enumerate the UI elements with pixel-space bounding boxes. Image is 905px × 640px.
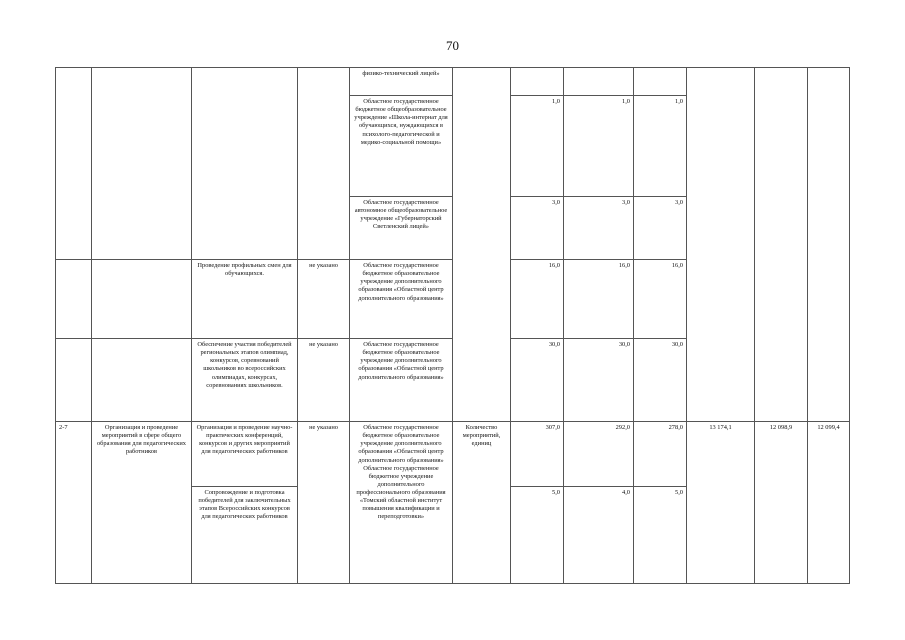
value-cell: 16,0	[634, 260, 687, 339]
value-cell: 30,0	[511, 339, 564, 422]
measure-cell	[92, 339, 192, 422]
institution-cell: физико-технический лицей»	[350, 68, 453, 96]
value-cell: 278,0	[634, 422, 687, 487]
deadline-cell: не указано	[298, 422, 350, 584]
value-cell: 16,0	[511, 260, 564, 339]
program-table	[55, 67, 850, 584]
institution-cell: Областное государственное автономное общеобразовательное учреждение «Губернаторский Светленский лицей»	[350, 197, 453, 260]
value-cell: 3,0	[564, 197, 634, 260]
table-row	[56, 422, 850, 487]
code-cell	[56, 260, 92, 339]
institution-cell: Областное государственное бюджетное образовательное учреждение дополнительного образования «Областной центр дополнительного образования»	[350, 339, 453, 422]
finance-cell: 12 099,4	[808, 422, 850, 584]
value-cell	[634, 68, 687, 96]
deadline-cell: не указано	[298, 260, 350, 339]
activity-cell: Организация и проведение научно-практических конференций, конкурсов и других мероприятий для педагогических работников	[192, 422, 298, 487]
code-cell	[56, 68, 92, 260]
deadline-cell: не указано	[298, 339, 350, 422]
deadline-cell	[298, 68, 350, 260]
value-cell: 1,0	[564, 96, 634, 197]
indicator-cell	[453, 68, 511, 422]
finance-cell	[808, 68, 850, 422]
institution-cell: Областное государственное бюджетное образовательное учреждение дополнительного образования «Областной центр дополнительного образования»	[350, 260, 453, 339]
value-cell: 5,0	[634, 487, 687, 584]
code-cell	[56, 339, 92, 422]
value-cell: 3,0	[511, 197, 564, 260]
value-cell: 1,0	[634, 96, 687, 197]
measure-cell	[92, 68, 192, 260]
value-cell	[511, 68, 564, 96]
value-cell: 30,0	[634, 339, 687, 422]
value-cell	[564, 68, 634, 96]
value-cell: 1,0	[511, 96, 564, 197]
page-number: 70	[446, 38, 459, 53]
table-row	[56, 68, 850, 96]
institution-cell: Областное государственное бюджетное общеобразовательное учреждение «Школа-интернат для обучающихся, нуждающихся в психолого-педагогической и медико-социальной помощи»	[350, 96, 453, 197]
activity-cell	[192, 68, 298, 260]
measure-cell	[92, 260, 192, 339]
measure-cell: Организация и проведение мероприятий в сфере общего образования для педагогических работников	[92, 422, 192, 584]
institution-cell: Областное государственное бюджетное образовательное учреждение дополнительного образования «Областной центр дополнительного образования» Областное государственное бюджетное учреждение дополнительного профессионального образования «Томский областной институт повышения квалификации и переподготовки»	[350, 422, 453, 584]
value-cell: 4,0	[564, 487, 634, 584]
finance-cell	[755, 68, 808, 422]
activity-cell: Проведение профильных смен для обучающихся.	[192, 260, 298, 339]
value-cell: 292,0	[564, 422, 634, 487]
code-cell: 2-7	[56, 422, 92, 584]
activity-cell: Обеспечение участия победителей региональных этапов олимпиад, конкурсов, соревнований школьников во всероссийских олимпиадах, конкурсах, соревнованиях школьников.	[192, 339, 298, 422]
finance-cell	[687, 68, 755, 422]
value-cell: 30,0	[564, 339, 634, 422]
activity-cell: Сопровождение и подготовка победителей для заключительных этапов Всероссийских конкурсов для педагогических работников	[192, 487, 298, 584]
finance-cell: 13 174,1	[687, 422, 755, 584]
indicator-cell: Количество мероприятий, единиц	[453, 422, 511, 584]
value-cell: 3,0	[634, 197, 687, 260]
finance-cell: 12 098,9	[755, 422, 808, 584]
value-cell: 16,0	[564, 260, 634, 339]
value-cell: 307,0	[511, 422, 564, 487]
value-cell: 5,0	[511, 487, 564, 584]
